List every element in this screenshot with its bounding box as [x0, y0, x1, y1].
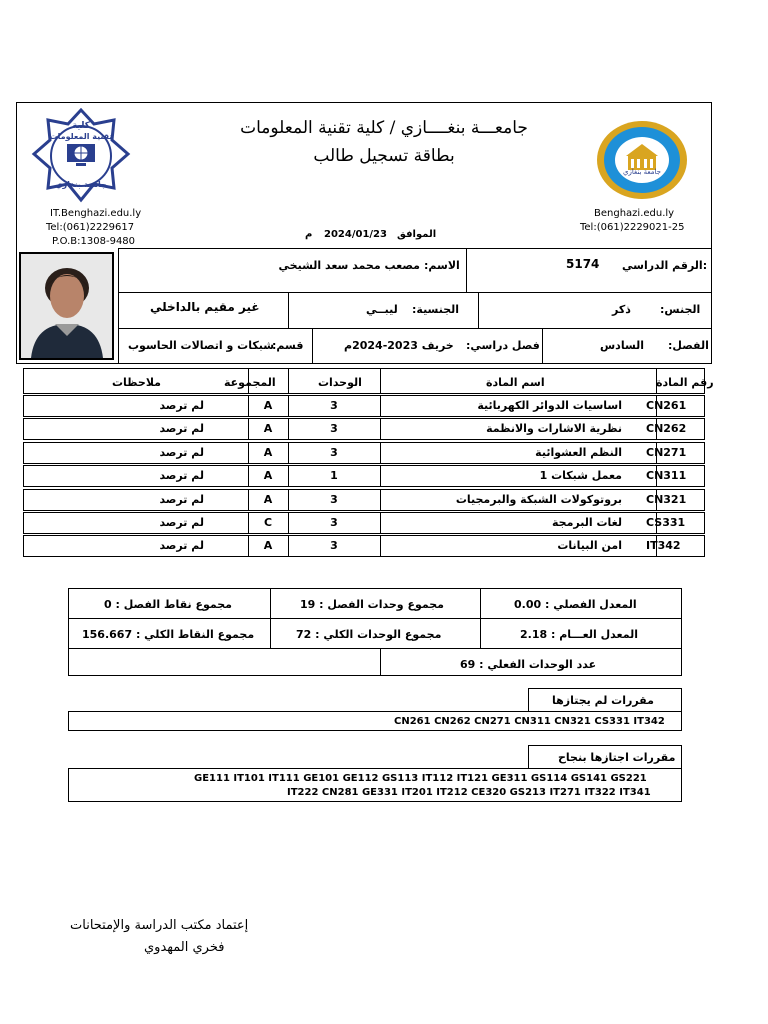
course-units: 3 — [330, 422, 338, 435]
course-code: CN262 — [646, 422, 687, 435]
name-value: مصعب محمد سعد الشيخي — [278, 259, 420, 272]
course-units: 3 — [330, 493, 338, 506]
office-approval: إعتماد مكتب الدراسة والإمتحانات — [70, 918, 249, 933]
signer-name: فخري المهدوي — [144, 940, 225, 955]
course-units: 3 — [330, 539, 338, 552]
logo-text-mid: تقنية المعلومات — [49, 132, 113, 141]
student-id-value: 5174 — [566, 257, 600, 271]
course-group: A — [263, 399, 273, 412]
course-notes: لم ترصد — [159, 493, 204, 506]
course-group: A — [263, 539, 273, 552]
term-label: فصل دراسي: — [466, 339, 540, 352]
course-name: نظرية الاشارات والانظمة — [486, 422, 622, 435]
semester-gpa: المعدل الفصلي : 0.00 — [514, 598, 637, 611]
header-code: رقم المادة — [656, 376, 714, 389]
header-units: الوحدات — [318, 376, 362, 389]
course-notes: لم ترصد — [159, 399, 204, 412]
passed-courses-line2: IT222 CN281 GE331 IT201 IT212 CE320 GS213 IT271 IT322 IT341 — [287, 787, 651, 798]
semester-value: السادس — [600, 339, 645, 352]
left-website: IT.Benghazi.edu.ly — [50, 208, 142, 219]
date-suffix: م — [305, 229, 313, 240]
course-name: امن البيانات — [557, 539, 622, 552]
actual-units: عدد الوحدات الفعلي : 69 — [460, 658, 597, 671]
course-name: النظم العشوائية — [535, 446, 622, 459]
header-group: المجموعة — [224, 376, 276, 389]
left-pob: P.O.B:1308-9480 — [52, 236, 136, 247]
student-id-label: الرقم الدراسي: — [622, 259, 708, 272]
term-value: خريف 2023-2024م — [344, 339, 454, 352]
logo-text-top: كلية — [71, 121, 91, 131]
passed-courses-line1: GE111 IT101 IT111 GE101 GE112 GS113 IT112 IT121 GE311 GS114 GS141 GS221 — [194, 773, 647, 784]
cumulative-points: مجموع النقاط الكلي : 156.667 — [82, 628, 255, 641]
course-code: CN311 — [646, 469, 687, 482]
left-tel: Tel:(061)2229617 — [46, 222, 135, 233]
university-title: جامعـــة بنغــــازي / كلية تقنية المعلومات — [240, 118, 528, 138]
date-value: 2024/01/23 — [324, 229, 387, 240]
dept-value: شبكات و اتصالات الحاسوب — [128, 339, 275, 352]
passed-label: مقررات اجتازها بنجاح — [558, 751, 676, 764]
course-units: 3 — [330, 399, 338, 412]
course-notes: لم ترصد — [159, 446, 204, 459]
course-name: معمل شبكات 1 — [539, 469, 622, 482]
logo-text-bottom: جامعة بنغازي — [55, 180, 107, 189]
not-passed-label: مقررات لم يجتازها — [552, 694, 654, 707]
gender-value: ذكر — [612, 303, 631, 316]
card-title: بطاقة تسجيل طالب — [313, 146, 455, 166]
nationality-value: ليبــي — [366, 303, 398, 316]
course-code: CN261 — [646, 399, 687, 412]
course-notes: لم ترصد — [159, 516, 204, 529]
not-passed-courses: CN261 CN262 CN271 CN311 CN321 CS331 IT342 — [394, 716, 665, 727]
cumulative-gpa: المعدل العـــام : 2.18 — [520, 628, 638, 641]
semester-label: الفصل: — [668, 339, 709, 352]
course-units: 3 — [330, 516, 338, 529]
course-units: 1 — [330, 469, 338, 482]
course-notes: لم ترصد — [159, 539, 204, 552]
right-website: Benghazi.edu.ly — [594, 208, 675, 219]
course-code: CN271 — [646, 446, 687, 459]
header-notes: ملاحظات — [112, 376, 161, 389]
semester-units: مجموع وحدات الفصل : 19 — [300, 598, 444, 611]
course-group: A — [263, 446, 273, 459]
course-notes: لم ترصد — [159, 469, 204, 482]
name-label: الاسم: — [424, 259, 460, 272]
date-label: الموافق — [397, 229, 437, 240]
course-notes: لم ترصد — [159, 422, 204, 435]
right-tel: Tel:(061)2229021-25 — [580, 222, 685, 233]
course-name: بروتوكولات الشبكة والبرمجيات — [455, 493, 622, 506]
dept-label: قسم: — [272, 339, 304, 352]
header-name: اسم المادة — [486, 376, 545, 389]
course-group: C — [263, 516, 273, 529]
course-code: CN321 — [646, 493, 687, 506]
nationality-label: الجنسية: — [412, 303, 460, 316]
course-group: A — [263, 469, 273, 482]
gender-label: الجنس: — [660, 303, 701, 316]
course-code: CS331 — [646, 516, 686, 529]
university-logo — [596, 120, 688, 200]
course-group: A — [263, 422, 273, 435]
university-logo-text: جامعة بنغازي — [623, 168, 661, 176]
semester-points: مجموع نقاط الفصل : 0 — [104, 598, 232, 611]
course-name: لغات البرمجة — [552, 516, 622, 529]
cumulative-units: مجموع الوحدات الكلي : 72 — [296, 628, 442, 641]
course-name: اساسيات الدوائر الكهربائية — [477, 399, 622, 412]
course-code: IT342 — [646, 539, 681, 552]
course-group: A — [263, 493, 273, 506]
course-units: 3 — [330, 446, 338, 459]
residence-status: غير مقيم بالداخلي — [150, 300, 260, 314]
student-photo — [19, 252, 114, 360]
